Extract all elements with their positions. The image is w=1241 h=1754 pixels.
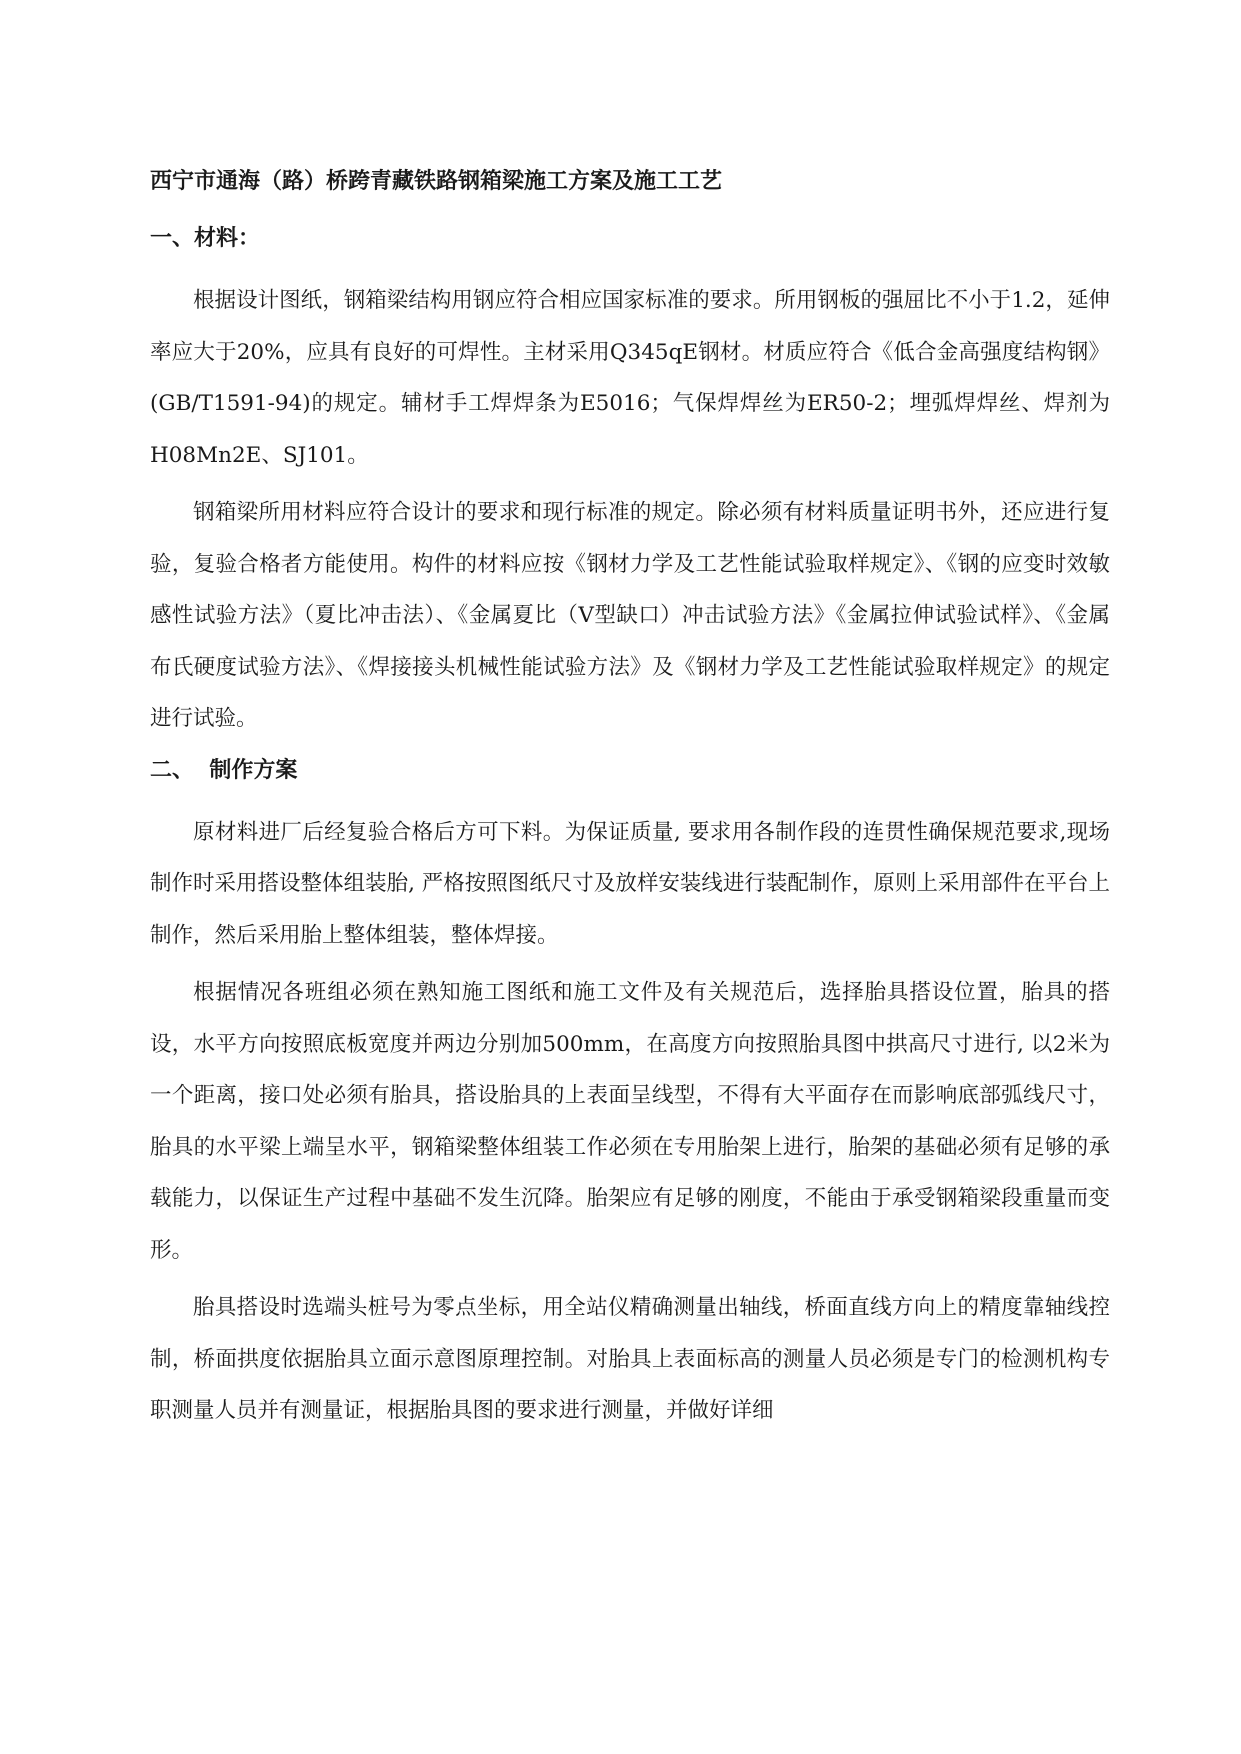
- paragraph-jig-setup: 根据情况各班组必须在熟知施工图纸和施工文件及有关规范后，选择胎具搭设位置，胎具的搭设，水平方向按照底板宽度并两边分别加500mm，在高度方向按照胎具图中拱高尺寸进行, 以2米为一个距离，接口处必须有胎具，搭设胎具的上表面呈线型，不得有大平面存在而影响底部弧线尺寸，胎具的水平梁上端呈水平，钢箱梁整体组装工作必须在专用胎架上进行，胎架的基础必须有足够的承载能力，以保证生产过程中基础不发生沉降。胎架应有足够的刚度，不能由于承受钢箱梁段重量而变形。: [150, 980, 1110, 1263]
- section-heading-materials: 一、材料：: [150, 226, 261, 251]
- paragraph-material-testing: 钢箱梁所用材料应符合设计的要求和现行标准的规定。除必须有材料质量证明书外，还应进行复验，复验合格者方能使用。构件的材料应按《钢材力学及工艺性能试验取样规定》、《钢的应变时效敏感性试验方法》（夏比冲击法）、《金属夏比（V型缺口）冲击试验方法》《金属拉伸试验试样》、《金属布氏硬度试验方法》、《焊接接头机械性能试验方法》及《钢材力学及工艺性能试验取样规定》的规定进行试验。: [150, 500, 1110, 731]
- section-fabrication-plan: [150, 757, 1110, 1437]
- section-materials: [150, 225, 1110, 745]
- paragraph-jig-survey: 胎具搭设时选端头桩号为零点坐标，用全站仪精确测量出轴线，桥面直线方向上的精度靠轴线控制，桥面拱度依据胎具立面示意图原理控制。对胎具上表面标高的测量人员必须是专门的检测机构专职测量人员并有测量证，根据胎具图的要求进行测量，并做好详细: [150, 1295, 1110, 1423]
- document-title: 西宁市通海（路）桥跨青藏铁路钢箱梁施工方案及施工工艺: [150, 169, 723, 194]
- paragraph-material-spec: 根据设计图纸，钢箱梁结构用钢应符合相应国家标准的要求。所用钢板的强屈比不小于1.2，延伸率应大于20%，应具有良好的可焊性。主材采用Q345qE钢材。材质应符合《低合金高强度结构钢》(GB/T1591-94)的规定。辅材手工焊焊条为E5016；气保焊焊丝为ER50-2；埋弧焊焊丝、焊剂为H08Mn2E、SJ101。: [150, 288, 1110, 468]
- paragraph-fabrication-overview: 原材料进厂后经复验合格后方可下料。为保证质量, 要求用各制作段的连贯性确保规范要求,现场制作时采用搭设整体组装胎, 严格按照图纸尺寸及放样安装线进行装配制作，原则上采用部件在平台上制作，然后采用胎上整体组装，整体焊接。: [150, 819, 1110, 948]
- section-heading-fabrication-plan: 二、 制作方案: [150, 757, 298, 783]
- document-page: [150, 168, 1110, 1443]
